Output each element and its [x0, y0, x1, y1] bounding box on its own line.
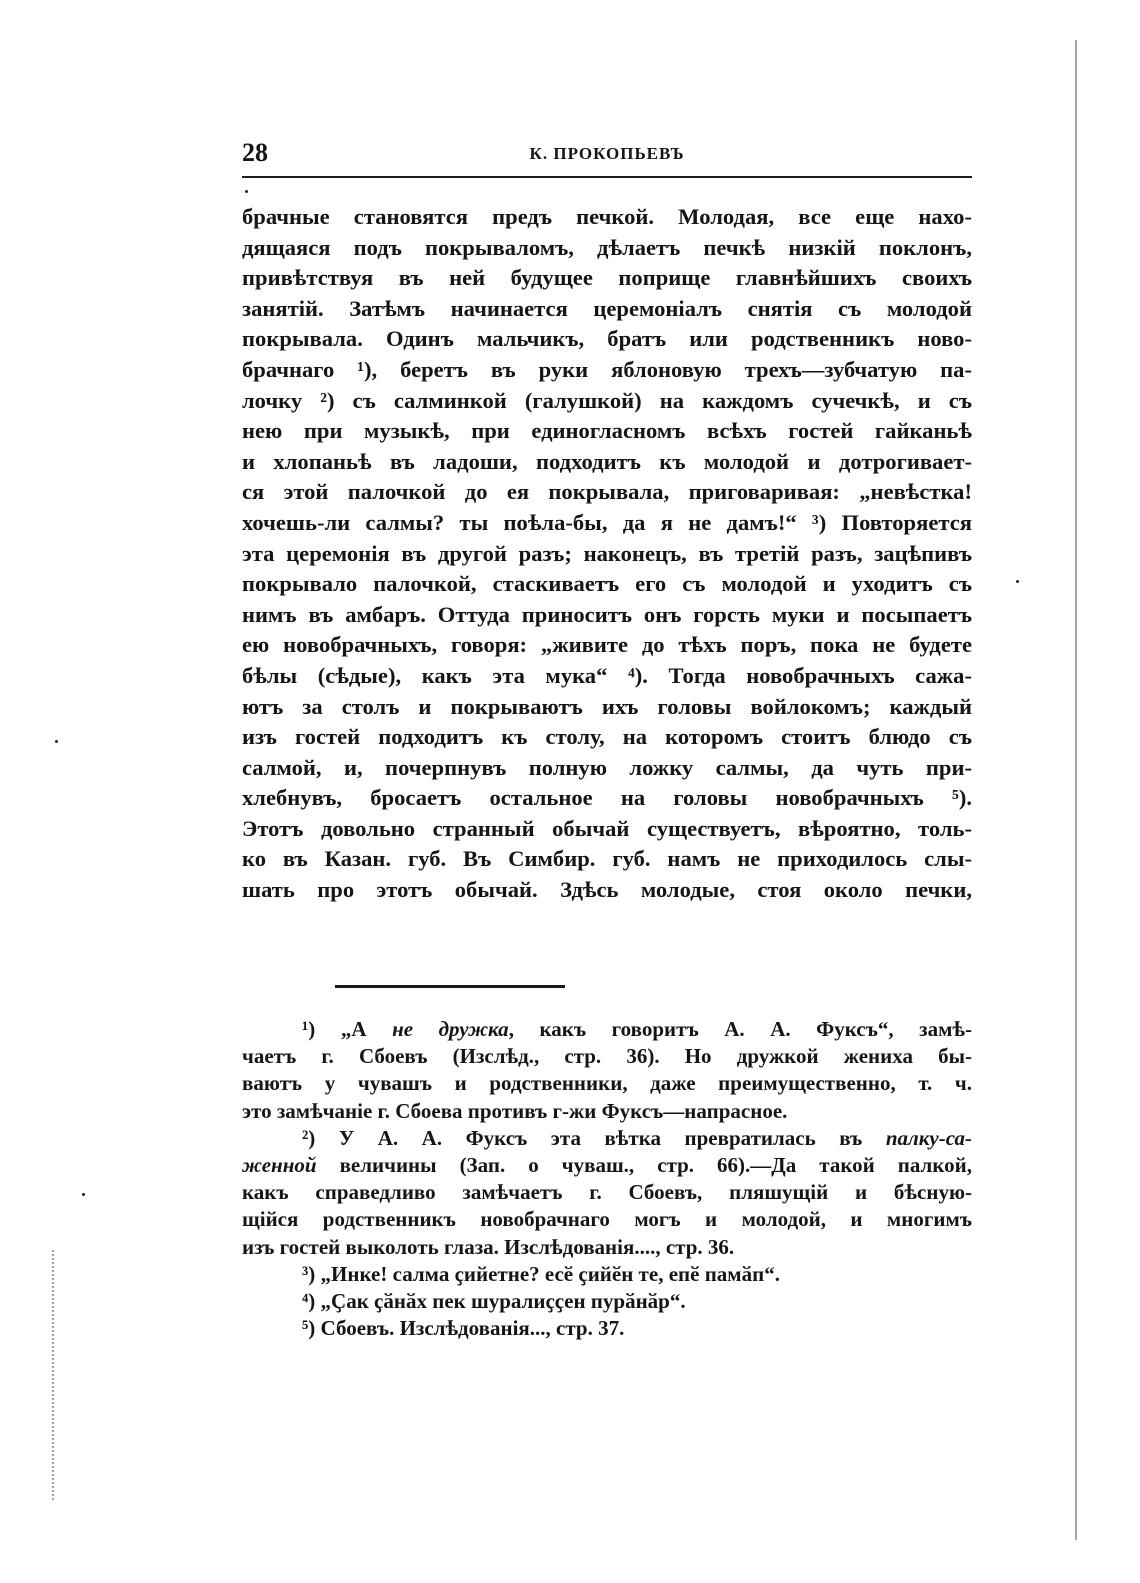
footnote-text: Сбоевъ. Изслѣдованія..., стр. 37.	[320, 1316, 625, 1341]
text-line: ся этой палочкой до ея покрывала, приговаривая: „невѣстка!	[242, 479, 972, 505]
text-line: хлебнувъ, бросаетъ остальное на головы новобрачныхъ ⁵).	[242, 785, 972, 811]
footnote-line: изъ гостей выколоть глаза. Изслѣдованія...., стр. 36.	[242, 1234, 735, 1259]
page-number: 28	[242, 138, 268, 167]
scan-speck	[245, 190, 248, 193]
footnote-line: это замѣчаніе г. Сбоева противъ г-жи Фуксъ—напрасное.	[242, 1098, 788, 1123]
footnote-2	[242, 1125, 972, 1152]
footnotes	[242, 1016, 972, 1342]
footnote-marker: ⁵)	[302, 1316, 316, 1341]
text-line: эта церемонія въ другой разъ; наконецъ, въ третій разъ, зацѣпивъ	[242, 540, 972, 566]
text-line: занятій. Затѣмъ начинается церемоніалъ снятія съ молодой	[242, 295, 972, 321]
footnote-line: чаетъ г. Сбоевъ (Изслѣд., стр. 36). Но дружкой жениха бы-	[242, 1044, 972, 1069]
footnote-text: „А	[340, 1017, 393, 1041]
footnote-text: , какъ говоритъ А. А. Фуксъ“, замѣ-	[508, 1017, 972, 1041]
text-line: шать про этотъ обычай. Здѣсь молодые, стоя около печки,	[242, 877, 972, 903]
footnote-line: какъ справедливо замѣчаетъ г. Сбоевъ, пляшущій и бѣсную-	[242, 1180, 972, 1205]
header-rule	[242, 176, 972, 178]
text-line: салмой, и, почерпнувъ полную ложку салмы, да чуть при-	[242, 754, 972, 780]
text-line: Этотъ довольно странный обычай существуетъ, вѣроятно, толь-	[242, 815, 972, 841]
footnote-3	[242, 1261, 972, 1288]
text-line: нимъ въ амбаръ. Оттуда приноситъ онъ горсть муки и посыпаетъ	[242, 601, 972, 627]
text-line: ею новобрачныхъ, говоря: „живите до тѣхъ поръ, пока не будете	[242, 632, 972, 658]
footnote-marker: ¹)	[302, 1017, 316, 1041]
footnote-4	[242, 1288, 972, 1315]
scan-speck	[82, 1193, 85, 1196]
text-line: ко въ Казан. губ. Въ Симбир. губ. намъ не приходилось слы-	[242, 846, 972, 872]
text-line: покрывала. Одинъ мальчикъ, братъ или родственникъ ново-	[242, 326, 972, 352]
scan-margin-marks	[52, 1250, 58, 1500]
text-line: ютъ за столъ и покрываютъ ихъ головы войлокомъ; каждый	[242, 693, 972, 719]
footnote-5	[242, 1315, 972, 1342]
text-line: покрывало палочкой, стаскиваетъ его съ молодой и уходитъ съ	[242, 571, 972, 597]
footnote-line: ваютъ у чувашъ и родственники, даже преимущественно, т. ч.	[242, 1071, 972, 1096]
text-line: изъ гостей подходитъ къ столу, на которомъ стоитъ блюдо съ	[242, 724, 972, 750]
footnote-line	[242, 1152, 972, 1179]
footnote-text: „Ҫак ҫӑнӑх пек шуралиҫҫен пурӑнӑр“.	[320, 1288, 686, 1313]
footnote-separator	[335, 985, 565, 988]
footnote-line: щійся родственникъ новобрачнаго могъ и молодой, и многимъ	[242, 1207, 972, 1232]
footnote-marker: ⁴)	[302, 1288, 316, 1313]
scan-speck	[55, 740, 58, 743]
scan-edge-line	[1075, 40, 1077, 1540]
footnote-marker: ³)	[302, 1261, 316, 1286]
text-line: брачные становятся предъ печкой. Молодая, все еще нахо-	[242, 204, 972, 229]
footnote-italic: палку-са-	[885, 1125, 972, 1150]
footnote-text: „Инке! салма ҫийетне? есӗ ҫийӗн те, епӗ памӑп“.	[320, 1261, 780, 1286]
footnote-text: величины (Зап. о чуваш., стр. 66).—Да такой палкой,	[316, 1152, 972, 1177]
footnote-marker: ²)	[302, 1125, 316, 1150]
text-line: и хлопаньѣ въ ладоши, подходитъ къ молодой и дотрогивает-	[242, 448, 972, 474]
footnote-1	[242, 1016, 972, 1043]
main-text	[242, 202, 972, 906]
text-line: привѣтствуя въ ней будущее поприще главнѣйшихъ своихъ	[242, 265, 972, 291]
text-line: дящаяся подъ покрываломъ, дѣлаетъ печкѣ низкій поклонъ,	[242, 234, 972, 260]
page-header	[242, 138, 972, 178]
running-title: К. ПРОКОПЬЕВЪ	[529, 144, 685, 163]
footnote-italic: не дружка	[392, 1017, 509, 1041]
scan-speck	[1016, 580, 1019, 583]
text-line: хочешь-ли салмы? ты поѣла-бы, да я не дамъ!“ ³) Повторяется	[242, 509, 972, 535]
text-line: лочку ²) съ салминкой (галушкой) на каждомъ сучечкѣ, и съ	[242, 387, 972, 413]
footnote-text: У А. А. Фуксъ эта вѣтка превратилась въ	[338, 1125, 886, 1150]
footnote-italic: женной	[242, 1152, 317, 1177]
text-line: бѣлы (сѣдые), какъ эта мука“ ⁴). Тогда новобрачныхъ сажа-	[242, 662, 972, 688]
text-line: брачнаго ¹), беретъ въ руки яблоновую трехъ—зубчатую па-	[242, 356, 972, 382]
text-line: нею при музыкѣ, при единогласномъ всѣхъ гостей гайканьѣ	[242, 418, 972, 444]
